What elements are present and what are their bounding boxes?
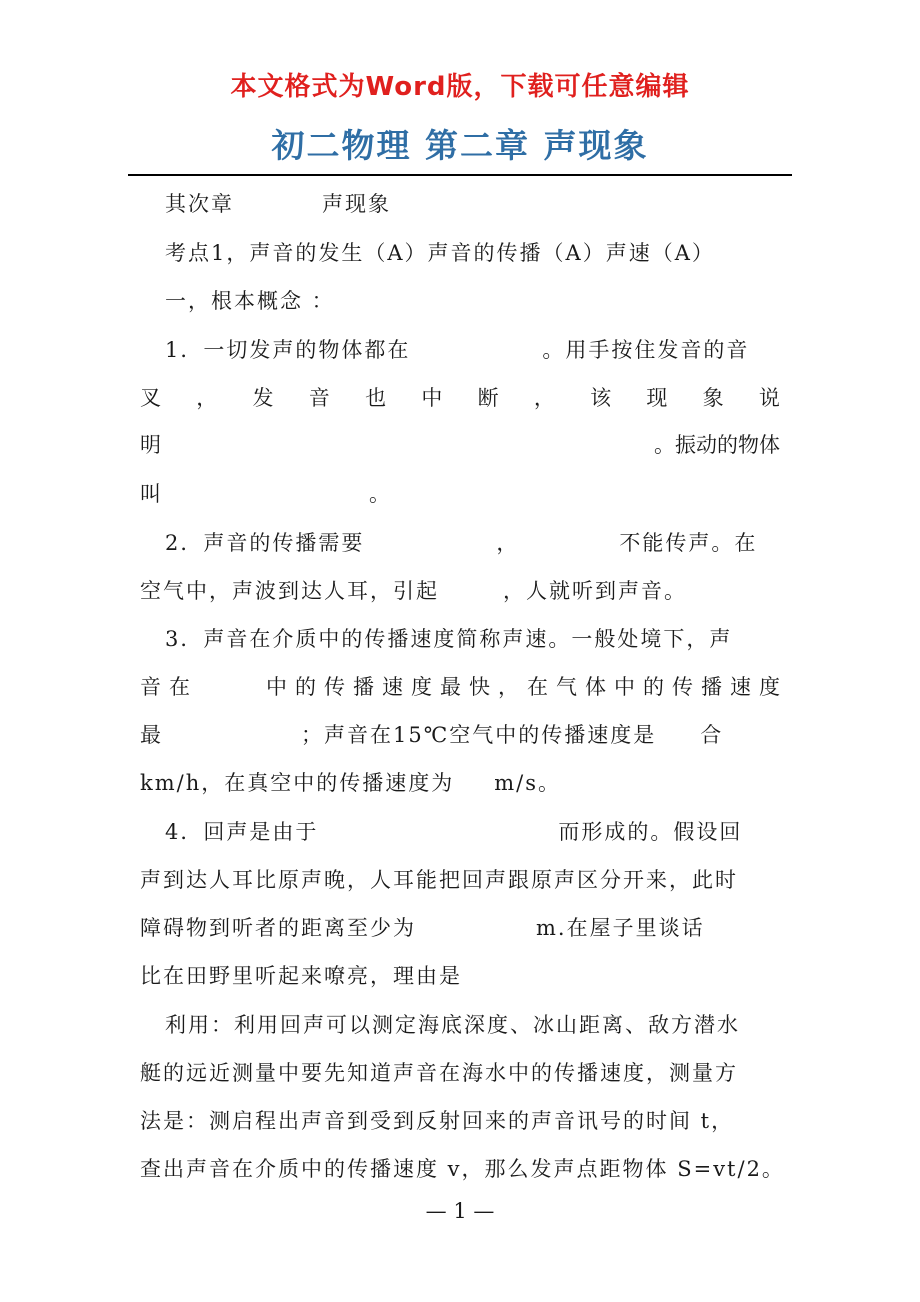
q1-text-e: 叫 — [140, 482, 163, 506]
use-line-1: 利用：利用回声可以测定海底深度、冰山距离、敌方潜水 — [165, 1013, 740, 1037]
download-banner: 本文格式为Word版，下载可任意编辑 — [230, 72, 690, 102]
exam-points: 考点1，声音的发生（A）声音的传播（A）声速（A） — [165, 241, 715, 265]
q4-text-c: 障碍物到听者的距离至少为 — [140, 916, 416, 940]
q3-text-b: ；声音在15℃空气中的传播速度是 — [301, 723, 657, 747]
q1-char: 音 — [308, 386, 330, 410]
q3-line-4 — [140, 766, 780, 800]
q1-line-2 — [140, 381, 780, 415]
q3-char: 传 — [324, 675, 345, 699]
q1-text-d: 。振动的物体 — [654, 433, 780, 457]
use-line-4: 查出声音在介质中的传播速度 v，那么发声点距物体 S=vt/2。 — [140, 1157, 785, 1181]
q3-char: 的 — [295, 675, 316, 699]
title-rule — [128, 174, 792, 176]
q1-char: ， — [533, 386, 555, 410]
q1-line-4 — [140, 477, 780, 511]
q3-char: 快 — [469, 675, 490, 699]
q3-line-2 — [140, 670, 780, 704]
q1-char: 断 — [477, 386, 499, 410]
q1-line-3 — [140, 428, 780, 462]
q2-text-b: ， — [496, 531, 520, 555]
q3-char: 音 — [140, 675, 163, 699]
q4-text-a: 4．回声是由于 — [165, 820, 319, 844]
q4-line-3 — [140, 911, 780, 945]
q3-char: 的 — [643, 675, 664, 699]
q4-line-4: 比在田野里听起来嘹亮，理由是 — [140, 964, 462, 988]
q3-char: 在 — [527, 675, 548, 699]
document-title: 初二物理 第二章 声现象 — [271, 126, 649, 165]
q2-text-d: 空气中，声波到达人耳，引起 — [140, 579, 439, 603]
q3-char: 传 — [672, 675, 693, 699]
q2-text-e: ，人就听到声音。 — [503, 579, 687, 603]
use-line-2: 艇的远近测量中要先知道声音在海水中的传播速度，测量方 — [140, 1061, 738, 1085]
q3-char: 气 — [556, 675, 577, 699]
chapter-topic: 声现象 — [322, 192, 391, 216]
q3-char: 速 — [730, 675, 751, 699]
chapter-heading — [165, 187, 780, 221]
q3-char: 播 — [353, 675, 374, 699]
chapter-name: 其次章 — [165, 192, 234, 216]
q1-char: 该 — [590, 386, 612, 410]
q1-text-b: 。用手按住发音的音 — [542, 338, 750, 362]
q3-line-3 — [140, 718, 780, 752]
q1-text-a: 1．一切发声的物体都在 — [165, 338, 411, 362]
q3-char: 播 — [701, 675, 722, 699]
q4-text-b: 而形成的。假设回 — [558, 820, 743, 844]
q4-line-1 — [165, 815, 780, 849]
q3-text-d: km/h，在真空中的传播速度为 — [140, 771, 455, 795]
q1-char: 现 — [646, 386, 668, 410]
q4-text-d: m.在屋子里谈话 — [536, 916, 705, 940]
q1-char: 发 — [252, 386, 274, 410]
q3-char: 度 — [759, 675, 780, 699]
q2-line-2 — [140, 574, 780, 608]
q1-char: 也 — [365, 386, 387, 410]
q1-char: ， — [196, 386, 218, 410]
q3-text-c: 合 — [700, 723, 724, 747]
q1-char: 说 — [758, 386, 780, 410]
q4-line-2: 声到达人耳比原声晚，人耳能把回声跟原声区分开来，此时 — [140, 868, 738, 892]
q2-text-c: 不能传声。在 — [619, 531, 758, 555]
q3-char: ， — [498, 675, 519, 699]
q3-text-e: m/s。 — [494, 771, 562, 795]
q3-char: 在 — [169, 675, 192, 699]
q3-char: 度 — [411, 675, 432, 699]
q2-text-a: 2．声音的传播需要 — [165, 531, 365, 555]
q1-char: 叉 — [140, 386, 161, 410]
q3-char: 最 — [440, 675, 461, 699]
page-number: — 1 — — [425, 1199, 495, 1223]
q2-line-1 — [165, 526, 780, 560]
q1-char: 象 — [702, 386, 724, 410]
section-heading: 一，根本概念 ： — [165, 289, 335, 313]
q3-prefix — [140, 670, 192, 704]
q3-line-1: 3．声音在介质中的传播速度简称声速。一般处境下，声 — [165, 627, 733, 651]
q3-char: 速 — [382, 675, 403, 699]
q3-char: 中 — [614, 675, 635, 699]
q1-text-f: 。 — [369, 482, 392, 506]
q3-char: 体 — [585, 675, 606, 699]
q3-char: 中 — [266, 675, 287, 699]
q3-text-a: 最 — [140, 723, 163, 747]
q3-suffix — [266, 670, 780, 704]
use-line-3: 法是：测启程出声音到受到反射回来的声音讯号的时间 t， — [140, 1109, 735, 1133]
q1-line-1 — [165, 333, 780, 367]
q1-text-c: 明 — [140, 433, 161, 457]
q1-char: 中 — [421, 386, 443, 410]
